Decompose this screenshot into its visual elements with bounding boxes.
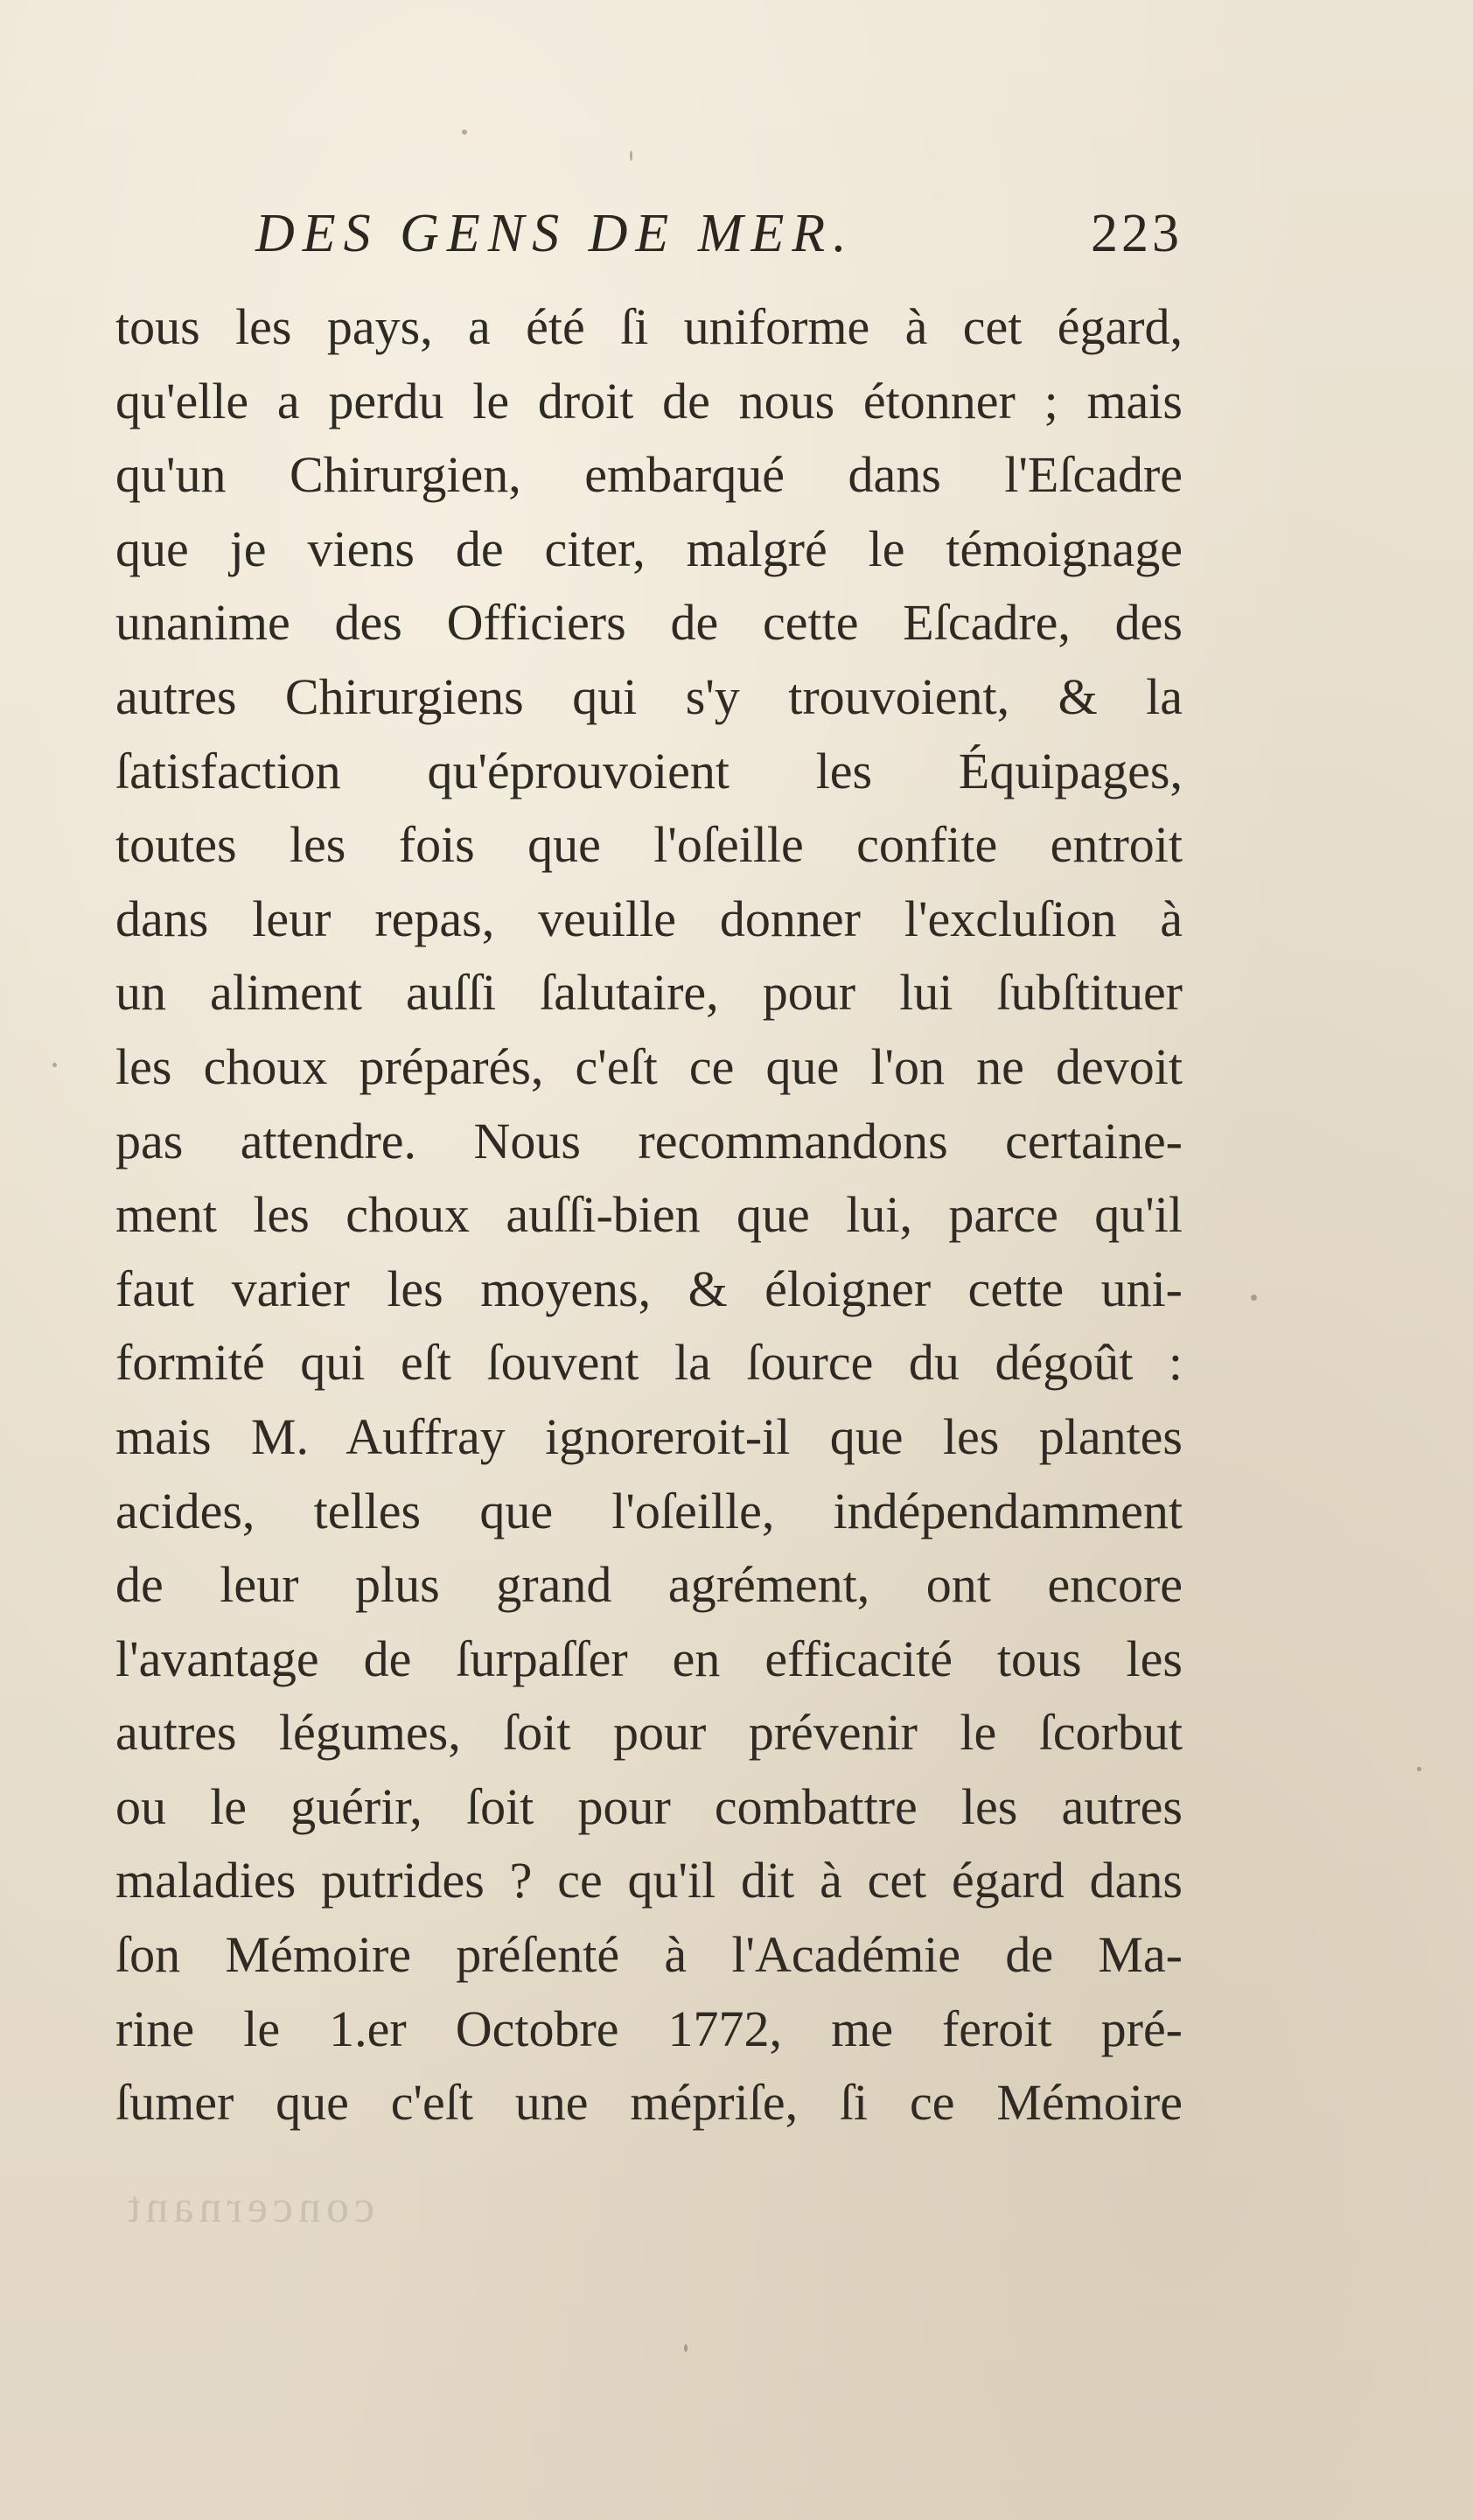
text-line: qu'un Chirurgien, embarqué dans l'Eſcadre bbox=[115, 446, 1183, 504]
text-line: pas attendre. Nous recommandons certaine- bbox=[115, 1112, 1183, 1169]
text-line: ou le guérir, ſoit pour combattre les autres bbox=[115, 1777, 1183, 1835]
paper-speck bbox=[630, 150, 632, 161]
text-line: qu'elle a perdu le droit de nous étonner ; mais bbox=[115, 372, 1183, 429]
text-line: autres légumes, ſoit pour prévenir le ſcorbut bbox=[115, 1704, 1183, 1762]
text-line: ment les choux auſſi-bien que lui, parce qu'il bbox=[115, 1186, 1183, 1244]
text-line: faut varier les moyens, & éloigner cette uni- bbox=[115, 1260, 1183, 1317]
text-line: de leur plus grand agrément, ont encore bbox=[115, 1556, 1183, 1614]
text-line: un aliment auſſi ſalutaire, pour lui ſubſtituer bbox=[115, 964, 1183, 1022]
show-through-text: concernant bbox=[122, 2182, 375, 2232]
text-line: mais M. Auffray ignoreroit-il que les plantes bbox=[115, 1407, 1183, 1465]
text-line: toutes les fois que l'oſeille confite entroit bbox=[115, 816, 1183, 874]
text-line: formité qui eſt ſouvent la ſource du dégoût : bbox=[115, 1334, 1183, 1392]
running-title: DES GENS DE MER. bbox=[255, 204, 855, 263]
text-line: ſumer que c'eſt une mépriſe, ſi ce Mémoire bbox=[115, 2074, 1183, 2132]
text-line: acides, telles que l'oſeille, indépendamment bbox=[115, 1482, 1183, 1539]
paper-speck bbox=[1251, 1295, 1257, 1301]
paper-speck bbox=[1417, 1767, 1421, 1771]
text-line: maladies putrides ? ce qu'il dit à cet égard dans bbox=[115, 1852, 1183, 1909]
paper-speck bbox=[462, 129, 467, 135]
text-line: ſon Mémoire préſenté à l'Académie de Ma- bbox=[115, 1926, 1183, 1984]
text-line: les choux préparés, c'eſt ce que l'on ne devoit bbox=[115, 1037, 1183, 1095]
text-line: que je viens de citer, malgré le témoignage bbox=[115, 520, 1183, 577]
text-line: rine le 1.er Octobre 1772, me feroit pré- bbox=[115, 2000, 1183, 2057]
text-line: tous les pays, a été ſi uniforme à cet égard, bbox=[115, 298, 1183, 355]
text-line: dans leur repas, veuille donner l'excluſion à bbox=[115, 890, 1183, 947]
paper-speck bbox=[684, 2344, 688, 2352]
page-number: 223 bbox=[1091, 204, 1183, 263]
running-head bbox=[255, 203, 1183, 282]
text-line: autres Chirurgiens qui s'y trouvoient, & la bbox=[115, 667, 1183, 725]
paper-speck bbox=[52, 1063, 57, 1067]
text-line: l'avantage de ſurpaſſer en efficacité tous les bbox=[115, 1630, 1183, 1687]
text-line: ſatisfaction qu'éprouvoient les Équipages, bbox=[115, 742, 1183, 799]
body-text bbox=[115, 290, 1183, 2140]
text-line: unanime des Officiers de cette Eſcadre, des bbox=[115, 594, 1183, 652]
